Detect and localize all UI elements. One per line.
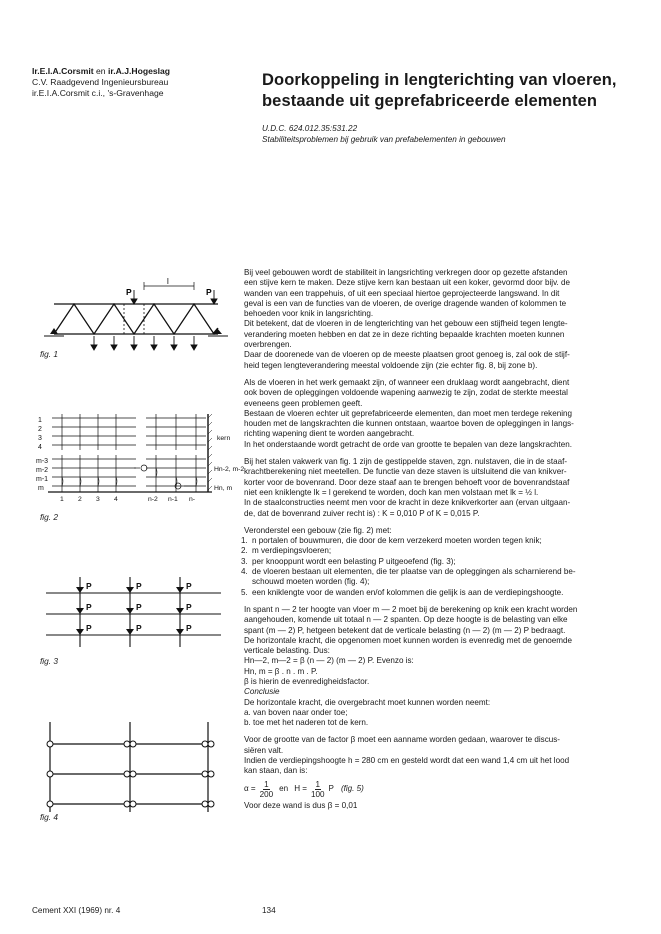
text-line: spant (m — 2) P, hetgeen betekent dat de verticale belasting (n — 2) (m — 2) P bedraagt. [244,625,566,635]
fig2-col-n: n- [189,496,196,503]
text-line: verandering moeten hebben en dat ze in deze richting bepaalde krachten moeten kunnen [244,329,565,339]
text-line: β is hierin de evenredigheidsfactor. [244,676,370,686]
figure-4-hinges [36,716,242,816]
paragraph-5 [244,605,640,729]
title-line-2: bestaande uit geprefabriceerde elementen [262,92,598,110]
text-line: Indien de verdiepingshoogte h = 280 cm en gesteld wordt dat een wand 1,4 cm uit het lood [244,756,570,766]
fraction-2-num: 1 [315,779,321,789]
formula-P: P [328,784,334,793]
fig3-p-3: P [186,581,192,591]
text-line: geval is een van de functies van de vloeren, de overige dragende wanden of kolommen te [244,298,567,308]
text-line: In het onderstaande wordt getracht de orde van grootte te bepalen van deze langskrachten. [244,439,573,449]
text-line: kan staan, dan is: [244,766,308,776]
text-line: een stijve kern te maken. Deze stijve kern kan bestaan uit een koker, gevormd door bijv. de [244,278,571,288]
list-item-text: de vloeren bestaan uit elementen, die ter plaatse van de opleggingen als scharnierend be- [252,567,576,577]
fig3-p-5: P [136,602,142,612]
fig2-row-m2: m-2 [36,467,49,474]
fig1-caption: fig. 1 [40,349,58,359]
title-line-1: Doorkoppeling in lengterichting van vloeren, [262,71,617,89]
paragraph-2 [244,378,640,450]
list-item [241,556,640,567]
text-line: houden met de langskrachten die kunnen ontstaan, waartoe boven de opleggingen in langs- [244,419,574,429]
formula-ref: (fig. 5) [340,784,364,793]
fig3-p-9: P [186,623,192,633]
fig3-caption: fig. 3 [40,656,58,666]
paragraph-4-intro: Veronderstel een gebouw (zie fig. 2) met: [244,525,392,535]
fig2-row-4: 4 [38,444,42,451]
text-line: Daar de doorenede van de vloeren op de meeste plaatsen groot genoeg is, zal ook de stijf- [244,350,570,360]
list-item-number: 1. [241,536,248,546]
paragraph-6 [244,735,640,776]
text-line: b. toe met het naderen tot de kern. [244,718,369,728]
text-line: aangehouden, komende uit totaal n — 2 spanten. Op deze hoogte is de belasting van elke [244,615,568,625]
author-line-2: C.V. Raadgevend Ingenieursbureau [32,77,169,87]
list-item-text: n portalen of bouwmuren, die door de kern verzekerd moeten worden tegen knik; [252,536,542,546]
text-line: In de staalconstructies neemt men voor de kracht in deze knikverkorter aan (ervan uitgaan- [244,498,571,508]
fig2-caption: fig. 2 [40,512,58,522]
author-line-1: Ir.E.I.A.Corsmit en ir.A.J.Hogeslag [32,66,171,76]
list-item [241,567,640,588]
footer-page-number: 134 [262,906,276,915]
text-line: Voor de grootte van de factor β moet een aanname worden gedaan, waarover te discus- [244,735,561,745]
list-item-text: m verdiepingsvloeren; [252,546,332,556]
final-line: Voor deze wand is dus β = 0,01 [244,800,358,810]
formula-alpha: α = [244,784,256,793]
udc-code: U.D.C. 624.012.35:531.22 [262,124,358,133]
text-line: korter voor de bovenrand. Door deze staaf aan te brengen behoeft voor de bovenrandstaaf [244,477,570,487]
text-line: In spant n — 2 ter hoogte van vloer m — 2 moet bij de berekening op knik een kracht worden [244,604,578,614]
list-item-number: 4. [241,567,248,577]
text-line: verticale belasting. Dus: [244,646,330,656]
fig2-label-kern: kern [217,435,231,442]
fig2-row-m1: m-1 [36,476,49,483]
text-line: Bij veel gebouwen wordt de stabiliteit in langsrichting verkregen door op gezette afstanden [244,268,568,277]
udc-block [262,123,642,145]
list-item [241,536,640,546]
figure-1-truss [36,276,236,360]
fraction-1-den: 200 [259,789,274,799]
text-line: Bestaan de vloeren echter uit geprefabriceerde elementen, dan moet men terdege rekening [244,408,573,418]
text-line: Dit betekent, dat de vloeren in de lengterichting van het gebouw een stijfheid tegen lengte- [244,319,568,329]
body-column [241,268,640,818]
fig3-p-6: P [186,602,192,612]
fig2-col-n2: n-2 [148,496,158,503]
formula [244,780,640,799]
fraction-1 [260,780,274,799]
fraction-2-den: 100 [311,789,325,799]
footer-journal: Cement XXI (1969) nr. 4 [32,906,121,915]
fig2-row-1: 1 [38,417,42,424]
list-item-number: 5. [241,587,248,597]
text-line: a. van boven naar onder toe; [244,707,348,717]
text-line: ook boven de opleggingen voldoende wapening aanwezig te zijn, zodat de sterkte meestal [244,388,568,398]
author-line-3: ir.E.I.A.Corsmit c.i., 's-Gravenhage [32,88,164,98]
text-line: Hn—2, m—2 = β (n — 2) (m — 2) P. Evenzo is: [244,656,414,666]
text-line: behoeden voor knik in langsrichting. [244,309,374,319]
assumption-list [241,536,640,598]
fig3-p-7: P [86,623,92,633]
text-line: Als de vloeren in het werk gemaakt zijn, of wanneer een druklaag wordt aangebracht, dient [244,377,570,387]
list-item [241,587,640,598]
author-block [32,66,232,99]
fig3-p-1: P [86,581,92,591]
text-line: krachtberekening niet meetellen. De functie van deze staven is uitsluitend die van knikver- [244,467,567,477]
fig1-label-p2: P [206,287,212,297]
paragraph-3 [244,457,640,519]
text-line: eveneens geen problemen geeft. [244,398,363,408]
formula-en: en [279,784,289,793]
fig2-col-2: 2 [78,496,82,503]
fig4-caption: fig. 4 [40,812,58,822]
fig2-col-1: 1 [60,496,64,503]
text-line: overbrengen. [244,340,292,350]
text-line: siëren valt. [244,745,284,755]
text-line: richting wapening dient te worden aangebracht. [244,429,415,439]
fig2-label-h2: Hn, m [214,485,233,492]
fraction-2 [311,780,325,799]
fig3-p-4: P [86,602,92,612]
text-line: de, dat de bovenrand zuiver recht is) : K = 0,010 P of K = 0,015 P. [244,508,480,518]
fig2-col-n1: n-1 [168,496,178,503]
text-line: Hn, m = β . n . m . P. [244,666,318,676]
text-line: heid tegen lengteverandering meestal voldoende zijn (zie echter fig. 8, bij zone b). [244,360,538,370]
text-line: Conclusie [244,687,280,697]
list-item [241,546,640,556]
formula-H: H = [294,784,308,793]
fig1-label-l: l [167,277,169,286]
text-line: De horizontale kracht, die overgebracht moet kunnen worden neemt: [244,697,491,707]
text-line: De horizontale kracht, die opgenomen moet kunnen worden is evenredig met de genoemde [244,635,573,645]
fig3-p-8: P [136,623,142,633]
fig2-col-4: 4 [114,496,118,503]
article-title [262,70,642,112]
list-item-text: per knooppunt wordt een belasting P uitgeoefend (fig. 3); [252,556,456,566]
list-item-text: schouwd moeten worden (fig. 4); [252,577,370,587]
fig2-row-3: 3 [38,435,42,442]
fig1-label-p1: P [126,287,132,297]
paragraph-1 [244,268,640,371]
fig2-row-2: 2 [38,426,42,433]
fig2-row-m: m [38,485,44,492]
list-item-number: 3. [241,556,248,566]
figure-3-loads [36,573,236,649]
list-item-text: een kniklengte voor de wanden en/of kolommen die gelijk is aan de verdiepingshoogte. [252,587,564,597]
text-line: niet een kniklengte lk = l gerekend te worden, doch kan men volstaan met lk = ½ l. [244,487,539,497]
fig2-col-3: 3 [96,496,100,503]
fraction-1-num: 1 [264,779,269,789]
fig2-row-m3: m-3 [36,458,49,465]
list-item-number: 2. [241,546,248,556]
fig3-p-2: P [136,581,142,591]
text-line: wanden van een trappehuis, of uit een speciaal hiertoe geprojecteerde langswand. In dit [244,288,560,298]
article-subtitle: Stabiliteitsproblemen bij gebruik van prefabelementen in gebouwen [262,135,506,144]
figure-2-grid [36,412,246,512]
text-line: Bij het stalen vakwerk van fig. 1 zijn de gestippelde staven, zgn. nulstaven, die in de staaf- [244,457,568,467]
fig2-label-h1: Hn-2, m-2 [214,466,245,473]
